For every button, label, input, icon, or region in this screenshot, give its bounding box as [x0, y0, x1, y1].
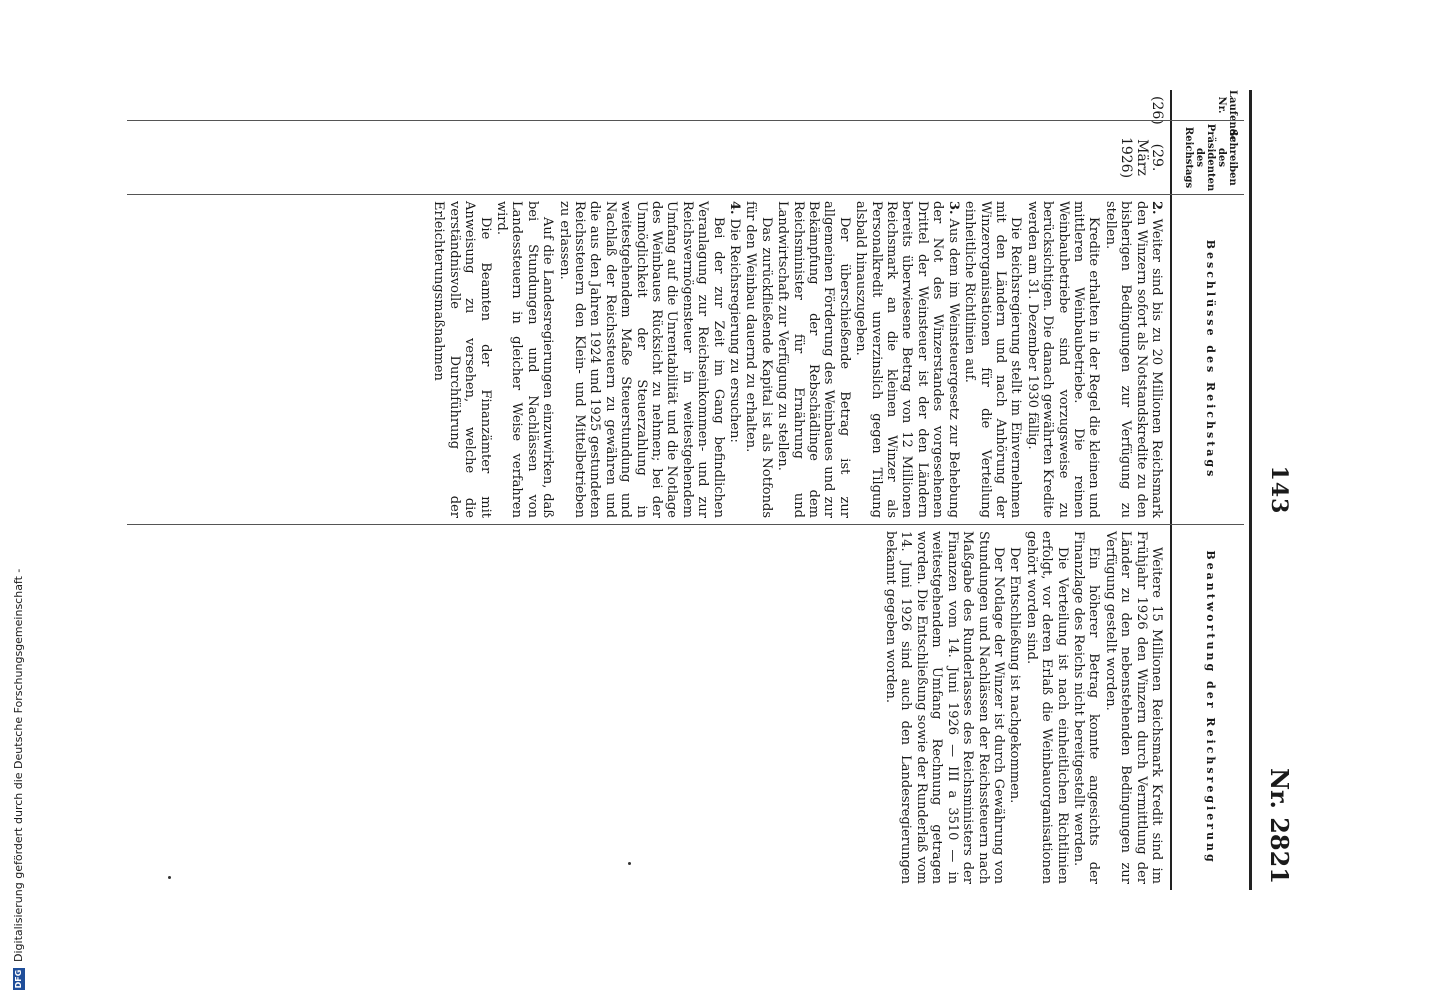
- beschluesse-text: [422, 195, 1172, 524]
- beantwortung-paragraph-text: Ein höherer Betrag konnte angesichts der Finanzlage des Reichs nicht bereitgestellt werden.: [1070, 531, 1102, 884]
- header-beschluesse: Beschlüsse des Reichstags: [1172, 194, 1244, 524]
- header-schreiben: Schreiben des Präsidenten des Reichstags: [1172, 120, 1244, 194]
- beantwortung-paragraph-text: Weitere 15 Millionen Reichsmark Kredit sind im Frühjahr 1926 den Winzern durch Vermittlung der Länder zu den nebenstehenden Bedingungen zur Verfügung gestellt worden.: [1102, 531, 1164, 884]
- dfg-logo: DFG: [13, 969, 23, 989]
- beantwortung-paragraph: [1007, 531, 1022, 884]
- cell-beantwortung: [127, 524, 1172, 890]
- beschluesse-paragraph: [727, 201, 742, 518]
- beschluesse-paragraph: [556, 201, 725, 518]
- cell-schreiben-date: (29. März 1926): [127, 120, 1172, 194]
- beantwortung-paragraph: [1023, 531, 1069, 884]
- beantwortung-text: [874, 525, 1172, 890]
- beschluesse-paragraph: [1024, 201, 1101, 518]
- beantwortung-paragraph-text: Der Entschließung ist nachgekommen.: [1007, 547, 1023, 804]
- beschluesse-paragraph: [962, 201, 1024, 518]
- beschluesse-item-number: 2.: [1149, 201, 1164, 215]
- beschluesse-paragraph-text: Das zurückfließende Kapital ist als Notfonds für den Weinbau dauernd zu erhalten.: [743, 201, 774, 518]
- beschluesse-paragraph-text: Die Reichsregierung zu ersuchen:: [727, 218, 743, 443]
- header-laufende-nr: Laufende Nr.: [1216, 90, 1238, 143]
- beschluesse-item-number: 3.: [945, 201, 961, 215]
- beschluesse-paragraph: [853, 201, 961, 518]
- page-header: [1254, 90, 1300, 890]
- beschluesse-paragraph: [494, 201, 556, 518]
- scan-speck: [628, 862, 631, 865]
- beschluesse-paragraph-text: Auf die Landesregierungen einzuwirken, daß bei Stundungen und Nachlässen von Landessteuern in gleicher Weise verfahren wird.: [493, 201, 556, 518]
- beschluesse-paragraph-text: Kredite erhalten in der Regel die kleinen und mittleren Weinbaubetriebe. Die reinen Weinbaubetriebe sind vorzugsweise zu berücksichtigen. Die danach gewährten Kredite werden am 31. Dezember 1930 fällig.: [1024, 201, 1102, 518]
- beschluesse-paragraph-text: Weiter sind bis zu 20 Millionen Reichsmark den Winzern sofort als Notstandskredite zu den bisherigen Bedingungen zur Verfügung zu stellen.: [1102, 201, 1164, 518]
- beschluesse-paragraph: [775, 201, 852, 518]
- header-beantwortung: Beantwortung der Reichsregierung: [1172, 524, 1244, 890]
- beantwortung-paragraph-text: Der Notlage der Winzer ist durch Gewährung von Stundungen und Nachlässen der Reichssteuern nach Maßgabe des Runderlasses des Reichsministers der Finanzen vom 14. Juni 1926 — III a 3510 — in weitestgehendem Umfang Rechnung getragen worden. Die Entschließung sowie der Runderlaß vom 14. Juni 1926 sind auch den Landesregierungen bekannt gegeben worden.: [883, 531, 1006, 884]
- beschluesse-paragraph: [1102, 201, 1164, 518]
- beantwortung-paragraph: [1102, 531, 1164, 884]
- digitization-note: [12, 10, 25, 990]
- document-number: Nr. 2821: [1265, 768, 1294, 884]
- beantwortung-paragraph-text: Die Verteilung ist nach einheitlichen Richtlinien erfolgt, vor deren Erlaß die Weinbauorganisationen gehört worden sind.: [1023, 531, 1070, 884]
- beschluesse-paragraph-text: Die Beamten der Finanzämter mit Anweisung zu versehen, welche die verständnisvolle Durchführung der Erleichterungsmaßnahmen: [431, 201, 493, 518]
- table-header: [1170, 90, 1244, 890]
- cell-laufende-nr: (26): [1149, 96, 1165, 125]
- table-body: [127, 90, 1172, 890]
- beschluesse-paragraph-text: Der überschießende Betrag ist zur allgemeinen Förderung des Weinbaues und zur Bekämpfung der Rebschädlinge dem Reichsminister für Ernährung und Landwirtschaft zur Verfügung zu stellen.: [775, 201, 852, 518]
- header-rule: [1249, 90, 1252, 890]
- beschluesse-paragraph: [431, 201, 493, 518]
- document-page: [125, 90, 1300, 890]
- beantwortung-paragraph: [1071, 531, 1102, 884]
- digitization-note-text: Digitalisierung gefördert durch die Deutsche Forschungsgemeinschaft -: [12, 568, 25, 962]
- beschluesse-paragraph-text: Die Reichsregierung stellt im Einvernehmen mit den Ländern und nach Anhörung der Winzerorganisationen für die Verteilung einheitliche Richtlinien auf.: [962, 201, 1024, 518]
- beantwortung-paragraph: [883, 531, 1006, 884]
- beschluesse-paragraph-text: Bei der zur Zeit im Gang befindlichen Veranlagung zur Reichseinkommen- und zur Reichsvermögensteuer in weitestgehendem Umfang auf die Unrentabilität und die Notlage des Weinbaues Rücksicht zu nehmen; bei der Unmöglichkeit der Steuerzahlung in weitestgehendem Maße Steuerstundung und Nachlaß der Reichssteuern zu gewähren und die aus den Jahren 1924 und 1925 gestundeten Reichssteuern den Klein- und Mittelbetrieben zu erlassen.: [556, 201, 726, 518]
- beschluesse-paragraph-text: Aus dem im Weinsteuergesetz zur Behebung der Not des Winzerstandes vorgesehenen Drittel der Weinsteuer ist der den Ländern bereits überwiesene Betrag von 12 Millionen Reichsmark an die kleinen Winzer als Personalkredit unverzinslich gegen Tilgung alsbald hinauszugeben.: [853, 201, 961, 518]
- beschluesse-item-number: 4.: [727, 201, 743, 215]
- page-number: 143: [1266, 465, 1292, 515]
- beschluesse-paragraph: [743, 201, 774, 518]
- scan-speck: [168, 876, 171, 879]
- cell-beschluesse: [127, 194, 1172, 524]
